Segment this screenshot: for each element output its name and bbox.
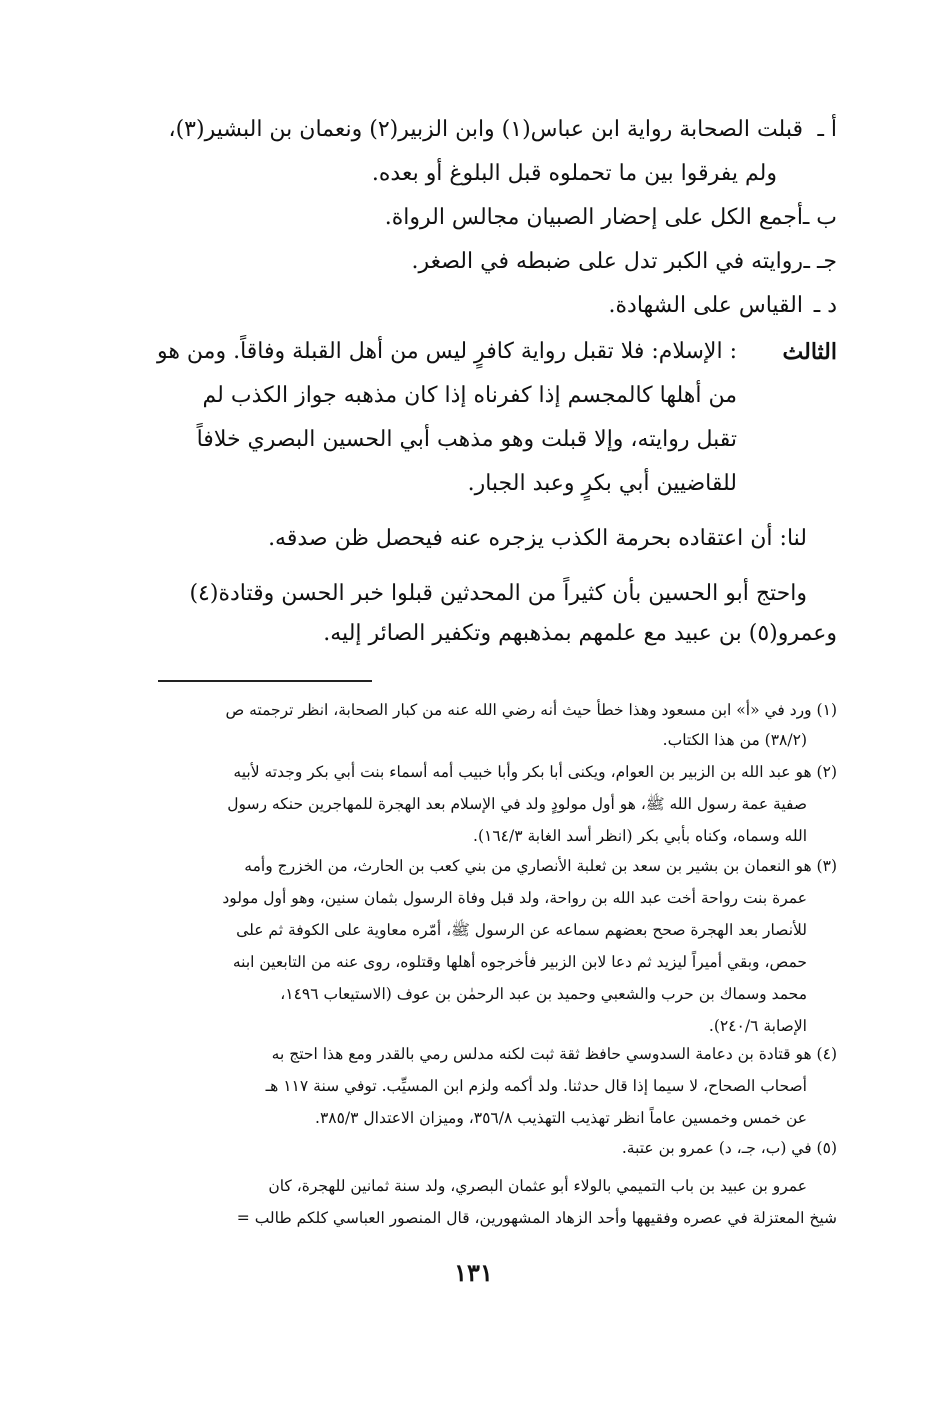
footnote-line: حمص، وبقي أميراً ليزيد ثم دعا لابن الزبير فأخرجوه أهلها وقتلوه، روى عنه من التابعين ابنه xyxy=(232,953,807,971)
footnote-line: (٤) هو قتادة بن دعامة السدوسي حافظ ثقة ثبت لكنه مدلس رمي بالقدر ومع هذا احتج به xyxy=(271,1045,837,1063)
footnote-line: الإصابة ٢٤٠/٦). xyxy=(708,1017,807,1035)
points-list xyxy=(117,108,837,328)
point-text: القياس على الشهادة. xyxy=(608,293,803,318)
footnote-line: محمد وسماك بن حرب والشعبي وحميد بن عبد الرحمٰن بن عوف (الاستيعاب ١٤٩٦، xyxy=(280,985,807,1003)
point-label: د ـ xyxy=(813,293,837,318)
page-number: ١٣١ xyxy=(454,1258,493,1287)
point-text: قبلت الصحابة رواية ابن عباس(١) وابن الزبير(٢) ونعمان بن البشير(٣)، xyxy=(168,117,803,142)
point-text: أجمع الكل على إحضار الصبيان مجالس الرواة. xyxy=(384,205,803,230)
text-line: تقبل روايته، وإلا قبلت وهو مذهب أبي الحسين البصري خلافاً xyxy=(196,427,737,452)
point-label: أ ـ xyxy=(817,117,837,142)
point-text: روايته في الكبر تدل على ضبطه في الصغر. xyxy=(411,249,803,274)
footnote-line: (٣٨/٢) من هذا الكتاب. xyxy=(662,731,807,749)
footnote-line: أصحاب الصحاح، لا سيما إذا قال حدثنا. ولد أكمه ولزم ابن المسيِّب. توفي سنة ١١٧ هـ xyxy=(265,1077,807,1095)
text-line: : الإسلام: فلا تقبل رواية كافرٍ ليس من أهل القبلة وفاقاً. ومن هو xyxy=(156,339,737,364)
point-text: ولم يفرقوا بين ما تحملوه قبل البلوغ أو بعده. xyxy=(371,161,777,186)
objection-paragraph-continued: وعمرو(٥) بن عبيد مع علمهم بمذهبهم وتكفير الصائر إليه. xyxy=(323,621,837,646)
footnote-line: (١) ورد في «أ» ابن مسعود وهذا خطأ حيث أنه رضي الله عنه من كبار الصحابة، انظر ترجمته ص xyxy=(225,701,837,719)
point-j xyxy=(117,240,837,284)
footnote-separator xyxy=(158,680,372,682)
text-line: من أهلها كالمجسم إذا كفرناه إذا كان مذهبه جواز الكذب لم xyxy=(202,383,737,408)
footnote-line: صفية عمة رسول الله ﷺ، هو أول مولودٍ ولد في الإسلام بعد الهجرة للمهاجرين حنكه رسول xyxy=(227,795,807,813)
point-b xyxy=(117,196,837,240)
point-d xyxy=(117,284,837,328)
footnote-line: عمرو بن عبيد بن باب التميمي بالولاء أبو عثمان البصري، ولد سنة ثمانين للهجرة، كان xyxy=(268,1177,807,1195)
point-a xyxy=(117,108,837,152)
text-line: للقاضيين أبي بكرٍ وعبد الجبار. xyxy=(467,471,737,496)
point-a-continued xyxy=(117,152,837,196)
argument-paragraph: لنا: أن اعتقاده بحرمة الكذب يزجره عنه فيحصل ظن صدقه. xyxy=(268,526,807,551)
footnote-line: (٢) هو عبد الله بن الزبير بن العوام، ويكنى أبا بكر وأبا خبيب أمه أسماء بنت أبي بكر وجدته لأبيه xyxy=(233,763,837,781)
footnote-line: عن خمس وخمسين عاماً انظر تهذيب التهذيب ٣٥٦/٨، وميزان الاعتدال ٣٨٥/٣. xyxy=(315,1109,807,1127)
point-label: جـ ـ xyxy=(803,249,837,274)
point-label: ب ـ xyxy=(802,205,837,230)
section-heading: الثالث xyxy=(782,339,837,365)
objection-paragraph: واحتج أبو الحسين بأن كثيراً من المحدثين قبلوا خبر الحسن وقتادة(٤) xyxy=(189,581,807,606)
footnote-line: للأنصار بعد الهجرة صحح بعضهم سماعه عن الرسول ﷺ، أمّره معاوية على الكوفة ثم على xyxy=(236,921,807,939)
footnote-line: شيخ المعتزلة في عصره وفقيهها وأحد الزهاد المشهورين، قال المنصور العباسي كلكم طالب = xyxy=(236,1209,837,1227)
footnote-line: الله وسماه، وكناه بأبي بكر (انظر أسد الغابة ١٦٤/٣). xyxy=(473,827,807,845)
footnote-line: (٥) في (ب، جـ، د) عمرو بن عتبة. xyxy=(621,1139,837,1157)
footnote-line: (٣) هو النعمان بن بشير بن سعد بن ثعلبة الأنصاري من بني كعب بن الحارث، من الخزرج وأمه xyxy=(244,857,837,875)
footnote-line: عمرة بنت رواحة أخت عبد الله بن رواحة، ولد قبل وفاة الرسول بثمان سنين، وهو أول مولود xyxy=(222,889,807,907)
